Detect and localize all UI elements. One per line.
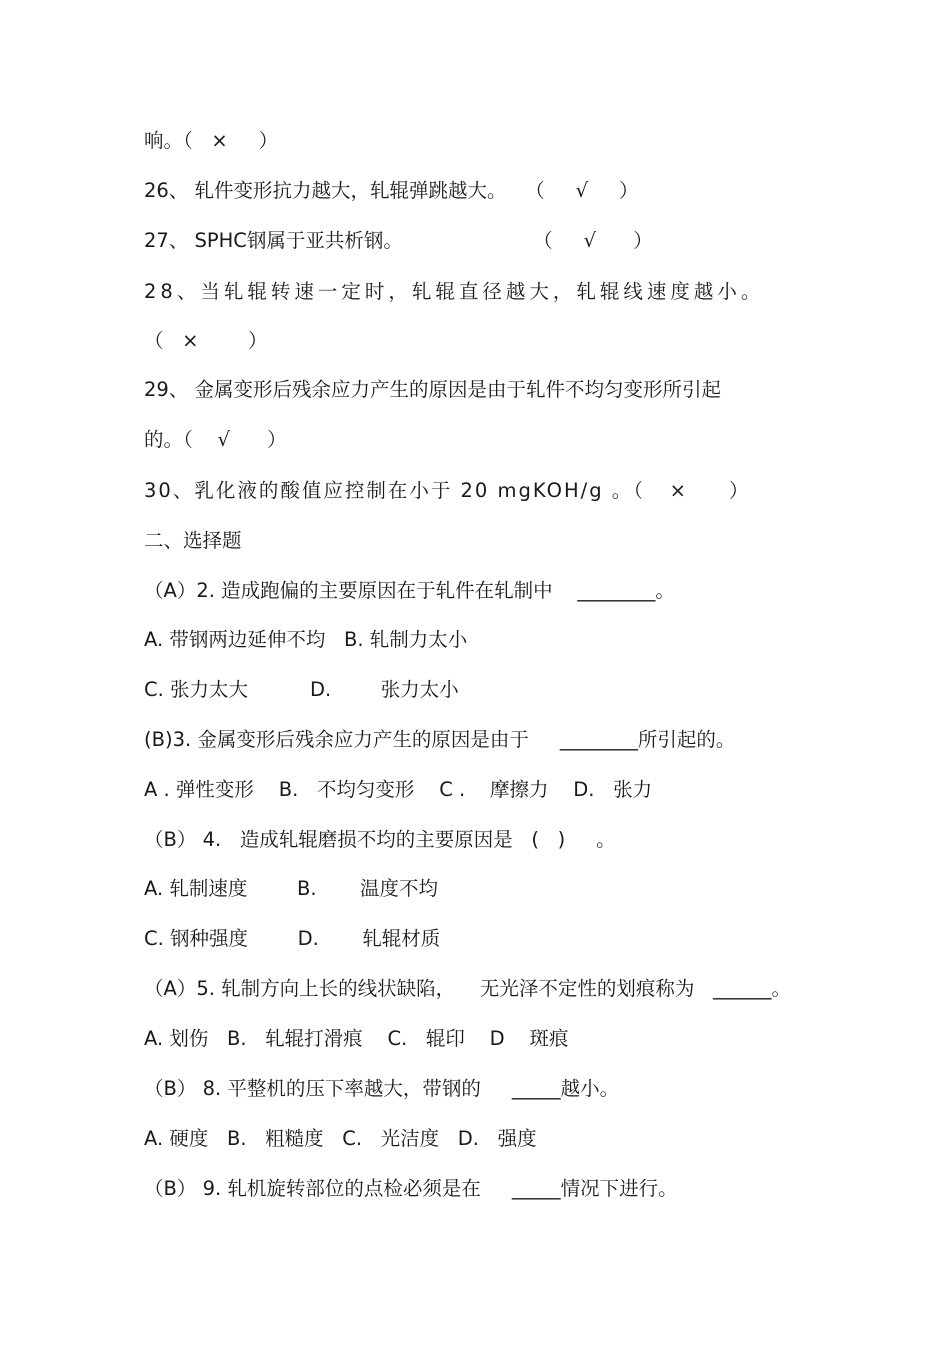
answer-line-29: 的。（ √ ） bbox=[144, 428, 287, 451]
choice-question-8: （B） 8. 平整机的压下率越大，带钢的 _____越小。 bbox=[144, 1077, 620, 1100]
choice-options-4-b: C. 钢种强度 D. 轧辊材质 bbox=[144, 927, 441, 950]
question-26: 26、 轧件变形抗力越大，轧辊弹跳越大。 （ √ ） bbox=[144, 179, 639, 202]
answer-line-25-end: 响。（ × ） bbox=[144, 129, 279, 152]
question-28: 28、当轧辊转速一定时，轧辊直径越大，轧辊线速度越小。 bbox=[144, 280, 765, 303]
choice-options-2-b: C. 张力太大 D. 张力太小 bbox=[144, 678, 459, 701]
choice-question-2: （A）2. 造成跑偏的主要原因在于轧件在轧制中 ________。 bbox=[144, 579, 675, 602]
section-heading: 二、选择题 bbox=[144, 529, 242, 552]
choice-options-8: A. 硬度 B. 粗糙度 C. 光洁度 D. 强度 bbox=[144, 1127, 537, 1150]
choice-options-4-a: A. 轧制速度 B. 温度不均 bbox=[144, 877, 438, 900]
answer-line-28: （ × ） bbox=[144, 329, 268, 352]
choice-question-9: （B） 9. 轧机旋转部位的点检必须是在 _____情况下进行。 bbox=[144, 1177, 678, 1200]
question-30: 30、乳化液的酸值应控制在小于 20 mgKOH/g 。（ × ） bbox=[144, 479, 751, 502]
question-29: 29、 金属变形后残余应力产生的原因是由于轧件不均匀变形所引起 bbox=[144, 378, 722, 401]
choice-options-2-a: A. 带钢两边延伸不均 B. 轧制力太小 bbox=[144, 628, 468, 651]
choice-options-5: A. 划伤 B. 轧辊打滑痕 C. 辊印 D 斑痕 bbox=[144, 1027, 569, 1050]
choice-options-3: A . 弹性变形 B. 不均匀变形 C . 摩擦力 D. 张力 bbox=[144, 778, 653, 801]
choice-question-3: (B)3. 金属变形后残余应力产生的原因是由于 ________所引起的。 bbox=[144, 728, 736, 751]
choice-question-4: （B） 4. 造成轧辊磨损不均的主要原因是 ( ) 。 bbox=[144, 828, 616, 851]
question-27: 27、 SPHC钢属于亚共析钢。 （ √ ） bbox=[144, 229, 653, 252]
choice-question-5: （A）5. 轧制方向上长的线状缺陷， 无光泽不定性的划痕称为 ______。 bbox=[144, 977, 792, 1000]
